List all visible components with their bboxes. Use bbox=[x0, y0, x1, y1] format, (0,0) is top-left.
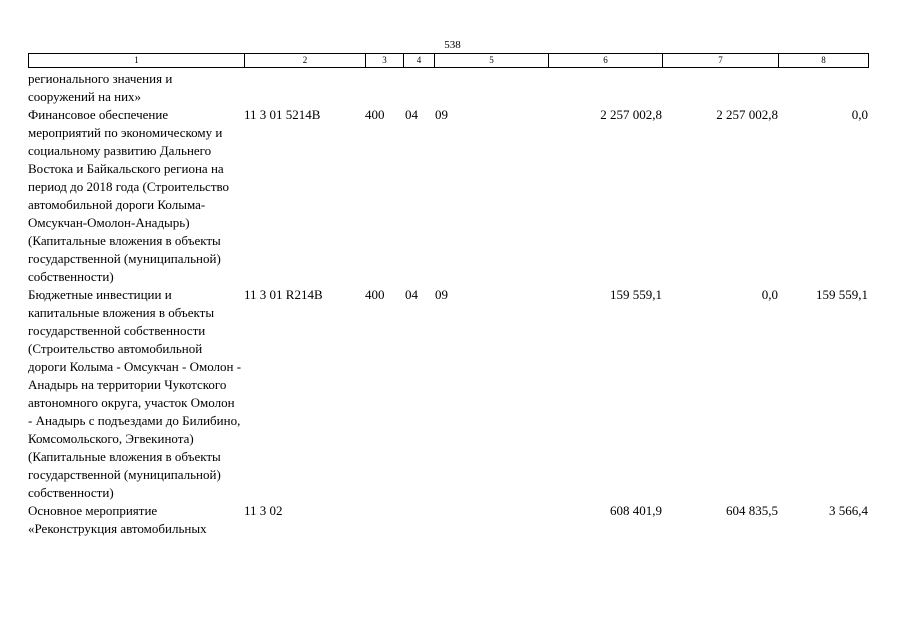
row-value-7: 0,0 bbox=[761, 287, 778, 302]
row-value-8: 159 559,1 bbox=[816, 287, 868, 302]
row-code: 11 3 01 R214В bbox=[244, 287, 323, 302]
row-value-6: 159 559,1 bbox=[610, 287, 662, 302]
row-value-8: 0,0 bbox=[851, 107, 868, 122]
table-row bbox=[28, 502, 868, 538]
column-header-table bbox=[28, 53, 869, 68]
row-code: 11 3 01 5214В bbox=[244, 107, 321, 122]
column-number-8: 8 bbox=[779, 54, 869, 68]
row-subsection: 09 bbox=[435, 107, 448, 122]
column-number-7: 7 bbox=[663, 54, 779, 68]
column-number-1: 1 bbox=[29, 54, 245, 68]
row-name: Финансовое обеспечение мероприятий по экономическому и социальному развитию Дальнего Востока и Байкальского региона на период до 2018 года (Строительство автомобильной дороги Колыма-Омсукчан-Омолон-Анадырь) (Капитальные вложения в объекты государственной (муниципальной) собственности) bbox=[28, 107, 230, 284]
table-row bbox=[28, 70, 868, 106]
row-name: Бюджетные инвестиции и капитальные вложения в объекты государственной собственности (Строительство автомобильной дороги Колыма - Омсукчан - Омолон - Анадырь на территории Чукотского автономного округа, участок Омолон - Анадырь с подъездами до Билибино, Комсомольского, Эгвекинота) (Капитальные вложения в объекты государственной (муниципальной) собственности) bbox=[28, 287, 242, 500]
row-value-7: 604 835,5 bbox=[726, 503, 778, 518]
table-body bbox=[28, 70, 868, 538]
table-row bbox=[28, 106, 868, 286]
row-name: Основное мероприятие «Реконструкция автомобильных bbox=[28, 503, 207, 536]
table-row bbox=[28, 286, 868, 502]
column-number-2: 2 bbox=[245, 54, 366, 68]
row-value-6: 2 257 002,8 bbox=[600, 107, 662, 122]
row-expense-type: 400 bbox=[365, 107, 385, 122]
row-subsection: 09 bbox=[435, 287, 448, 302]
row-name: регионального значения и сооружений на них» bbox=[28, 71, 173, 104]
row-expense-type: 400 bbox=[365, 287, 385, 302]
row-value-6: 608 401,9 bbox=[610, 503, 662, 518]
column-number-4: 4 bbox=[404, 54, 435, 68]
page-number: 538 bbox=[444, 39, 461, 51]
row-value-8: 3 566,4 bbox=[829, 503, 868, 518]
row-value-7: 2 257 002,8 bbox=[716, 107, 778, 122]
row-code: 11 3 02 bbox=[244, 503, 283, 518]
column-number-6: 6 bbox=[549, 54, 663, 68]
column-number-3: 3 bbox=[366, 54, 404, 68]
row-section: 04 bbox=[405, 287, 418, 302]
column-number-5: 5 bbox=[435, 54, 549, 68]
row-section: 04 bbox=[405, 107, 418, 122]
